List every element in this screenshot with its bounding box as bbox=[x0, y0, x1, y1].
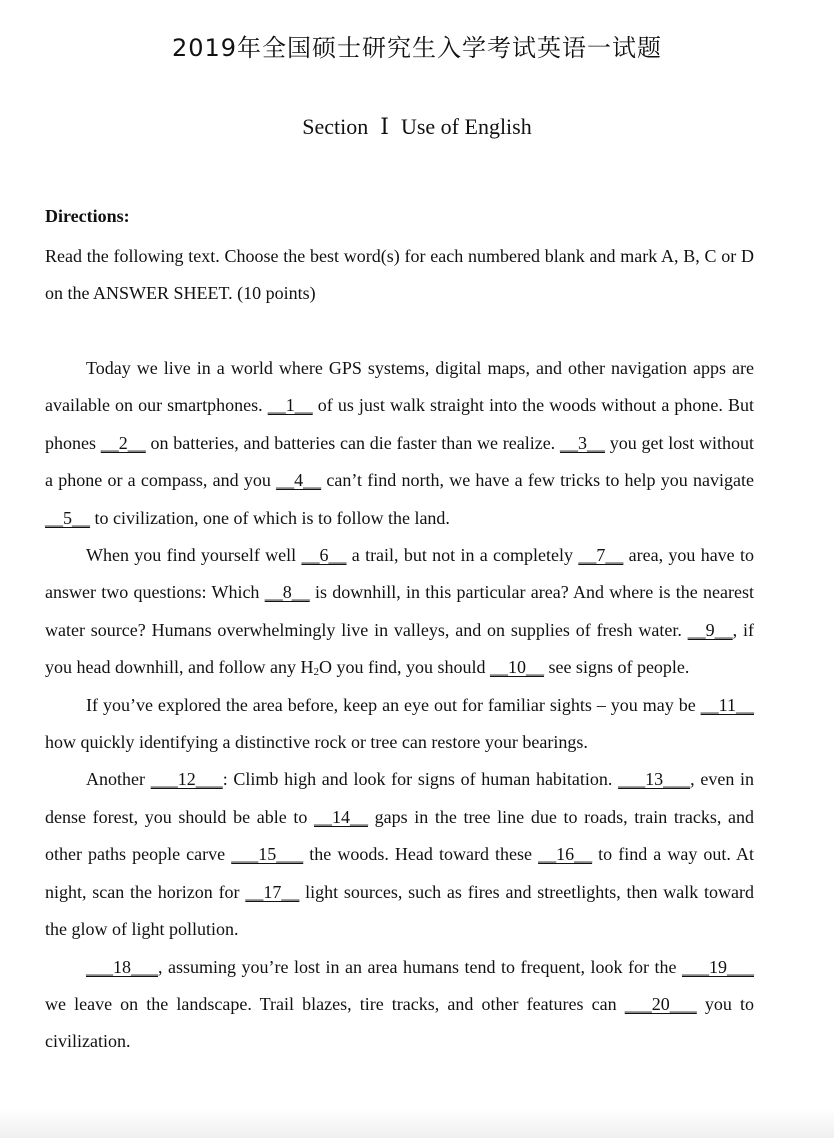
text-run: gaps in the tree line due to roads, train tracks, and other paths people carve bbox=[45, 806, 754, 865]
text-run: you get lost without a phone or a compass, and you bbox=[45, 432, 754, 491]
blank-18: ___18___ bbox=[86, 956, 158, 977]
text-run: the woods. Head toward these bbox=[303, 844, 539, 865]
text-run: to civilization, one of which is to follow the land. bbox=[90, 507, 450, 528]
text-run: , if you head downhill, and follow any H bbox=[45, 619, 754, 678]
paragraph-3 bbox=[45, 687, 754, 762]
blank-14: __14__ bbox=[313, 806, 368, 827]
blank-2: __2__ bbox=[100, 432, 146, 453]
text-run: O you find, you should bbox=[318, 657, 490, 678]
blank-17: __17__ bbox=[245, 881, 300, 902]
text-run: area, you have to answer two questions: Which bbox=[45, 545, 754, 603]
text-run: on batteries, and batteries can die faster than we realize. bbox=[145, 432, 560, 453]
text-run: , assuming you’re lost in an area humans tend to frequent, look for the bbox=[158, 956, 682, 977]
text-run: can’t find north, we have a few tricks to help you navigate bbox=[321, 470, 754, 491]
section-name: Use of English bbox=[400, 114, 532, 139]
text-run: If you’ve explored the area before, keep an eye out for familiar sights – you may be bbox=[86, 694, 701, 715]
text-run: is downhill, in this particular area? And where is the nearest water source? Humans overwhelmingly live in valleys, and on supplies of fresh water. bbox=[45, 582, 754, 640]
text-run: : Climb high and look for signs of human habitation. bbox=[222, 769, 619, 790]
blank-7: __7__ bbox=[578, 545, 624, 566]
text-run: Another bbox=[86, 769, 151, 790]
text-run: how quickly identifying a distinctive rock or tree can restore your bearings. bbox=[45, 732, 588, 753]
blank-3: __3__ bbox=[559, 432, 605, 453]
blank-13: ___13___ bbox=[618, 769, 691, 790]
blank-15: ___15___ bbox=[231, 844, 304, 865]
blank-5: __5__ bbox=[45, 507, 90, 528]
directions-text: Read the following text. Choose the best word(s) for each numbered blank and mark A, B, C or D on the ANSWER SHEET. (10 points) bbox=[45, 246, 754, 303]
text-run: a trail, but not in a completely bbox=[346, 545, 579, 566]
text-run: When you find yourself well bbox=[86, 545, 302, 566]
section-label: Section bbox=[302, 114, 369, 139]
text-run: see signs of people. bbox=[543, 657, 690, 678]
blank-8: __8__ bbox=[264, 582, 310, 603]
text-run: light sources, such as fires and streetlights, then walk toward the glow of light pollution. bbox=[45, 881, 755, 940]
section-heading bbox=[0, 114, 834, 140]
passage bbox=[45, 350, 754, 1061]
blank-20: ___20___ bbox=[624, 993, 697, 1014]
directions-heading: Directions: bbox=[45, 206, 130, 226]
blank-4: __4__ bbox=[276, 470, 322, 491]
paragraph-2 bbox=[45, 537, 754, 687]
text-run: to find a way out. At night, scan the horizon for bbox=[45, 844, 755, 902]
text-run: , even in dense forest, you should be able to bbox=[45, 769, 755, 827]
blank-12: ___12___ bbox=[150, 769, 223, 790]
blank-6: __6__ bbox=[301, 545, 347, 566]
blank-10: __10__ bbox=[489, 657, 544, 678]
text-run: we leave on the landscape. Trail blazes, tire tracks, and other features can bbox=[45, 993, 625, 1014]
paragraph-1 bbox=[45, 350, 754, 537]
subscript-2: 2 bbox=[313, 666, 319, 679]
section-numeral: Ⅰ bbox=[380, 114, 389, 139]
text-run: you to civilization. bbox=[45, 993, 754, 1052]
blank-11: __11__ bbox=[700, 694, 754, 715]
blank-16: __16__ bbox=[538, 844, 593, 865]
text-run: of us just walk straight into the woods without a phone. But phones bbox=[45, 395, 754, 453]
blank-9: __9__ bbox=[687, 619, 733, 640]
paragraph-5 bbox=[45, 949, 754, 1061]
page-bottom-shade bbox=[0, 1108, 834, 1138]
exam-title: 2019年全国硕士研究生入学考试英语一试题 bbox=[171, 34, 663, 62]
paragraph-4 bbox=[45, 761, 754, 948]
blank-19: ___19___ bbox=[682, 956, 754, 977]
text-run: Today we live in a world where GPS systems, digital maps, and other navigation apps are available on our smartphones. bbox=[45, 358, 754, 416]
blank-1: __1__ bbox=[267, 395, 313, 416]
